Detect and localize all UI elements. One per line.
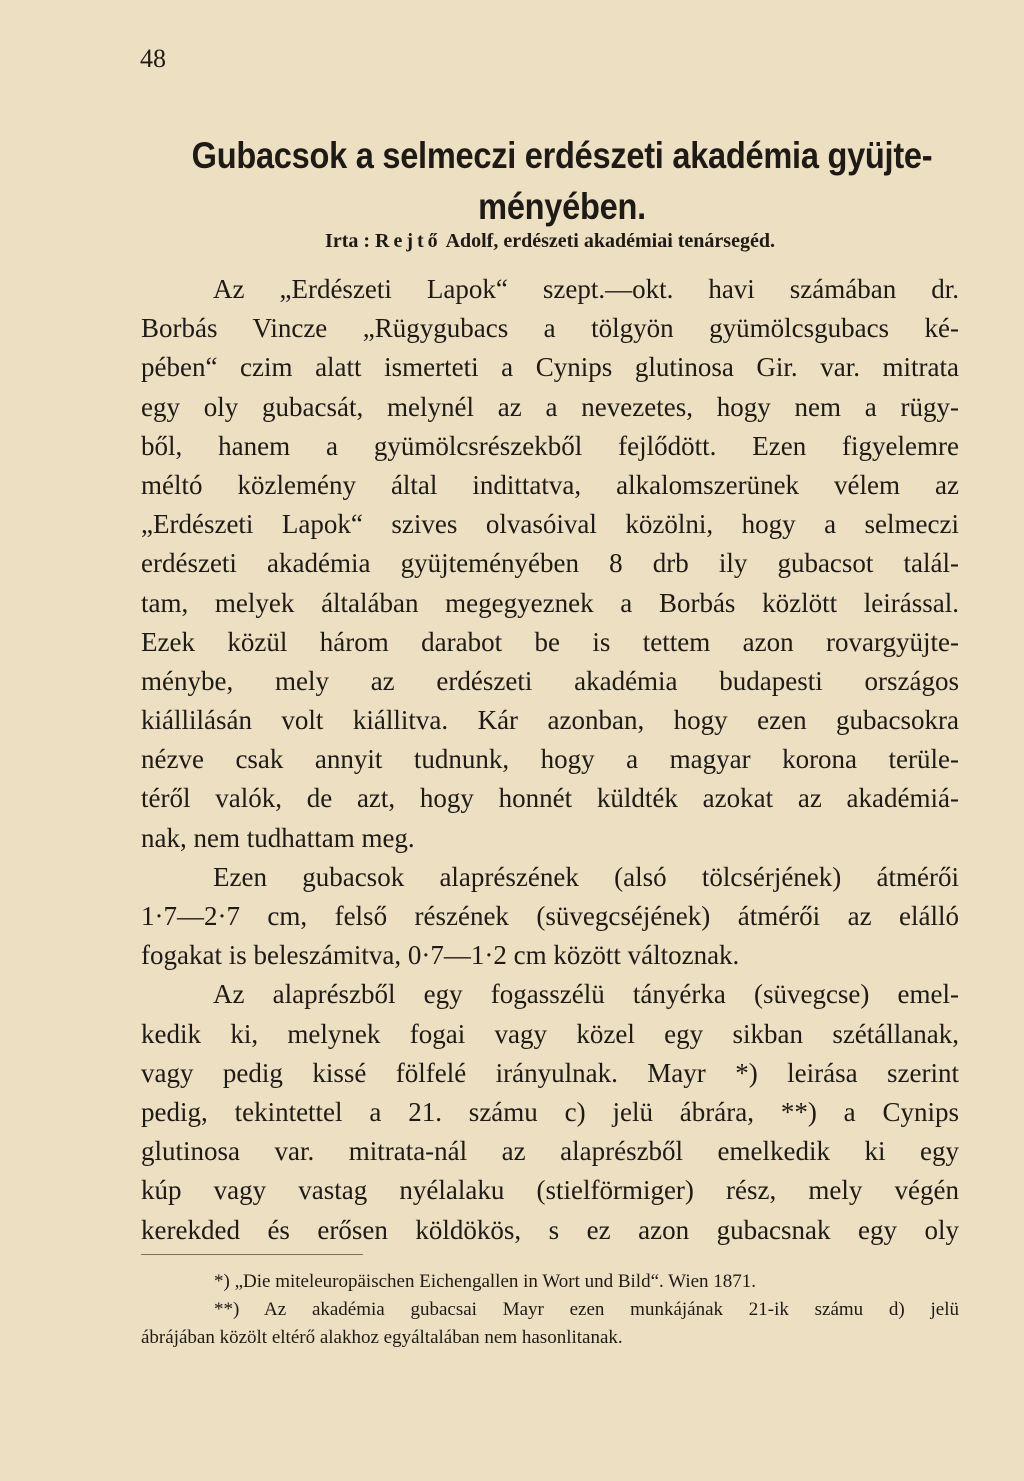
article-body <box>141 270 959 1250</box>
body-line: Ezen gubacsok alaprészének (alsó tölcsérjének) átmérői <box>213 861 959 892</box>
body-line: 1·7—2·7 cm, felső részének (süvegcséjének) átmérői az elálló <box>141 901 959 931</box>
body-line: nézve csak annyit tudnunk, hogy a magyar korona terüle- <box>141 744 959 775</box>
body-line: méltó közlemény által indittatva, alkalomszerünek vélem az <box>141 469 959 500</box>
body-line: erdészeti akadémia gyüjteményében 8 drb ily gubacsot talál- <box>141 548 959 579</box>
footnote: *) „Die miteleuropäischen Eichengallen in Wort und Bild“. Wien 1871. <box>214 1271 757 1292</box>
body-line: ből, hanem a gyümölcsrészekből fejlődött. Ezen figyelemre <box>141 430 959 461</box>
body-line: kedik ki, melynek fogai vagy közel egy sikban szétállanak, <box>141 1018 959 1049</box>
body-line: glutinosa var. mitrata-nál az alaprészből emelkedik ki egy <box>141 1136 959 1167</box>
page-number: 48 <box>140 44 166 73</box>
body-line: Ezek közül három darabot be is tettem azon rovargyüjte- <box>141 626 959 657</box>
body-line: nak, nem tudhattam meg. <box>141 822 415 853</box>
body-line: ménybe, mely az erdészeti akadémia budapesti országos <box>141 665 959 696</box>
footnotes <box>141 1268 959 1352</box>
article-title <box>155 130 968 232</box>
body-line: pében“ czim alatt ismerteti a Cynips glutinosa Gir. var. mitrata <box>141 352 959 383</box>
body-line: kiállilásán volt kiállitva. Kár azonban, hogy ezen gubacsokra <box>141 705 959 736</box>
body-line: Az „Erdészeti Lapok“ szept.—okt. havi számában dr. <box>213 274 959 304</box>
body-line: kúp vagy vastag nyélalaku (stielförmiger) rész, mely végén <box>141 1175 959 1206</box>
footnote-divider <box>141 1254 363 1255</box>
title-line: Gubacsok a selmeczi erdészeti akadémia gyüjte- <box>191 135 933 176</box>
body-line: kerekded és erősen köldökös, s ez azon gubacsnak egy oly <box>141 1214 959 1245</box>
body-line: vagy pedig kissé fölfelé irányulnak. Mayr *) leirása szerint <box>141 1057 959 1088</box>
body-line: „Erdészeti Lapok“ szives olvasóival közölni, hogy a selmeczi <box>141 509 959 540</box>
body-line: egy oly gubacsát, melynél az a nevezetes, hogy nem a rügy- <box>141 391 959 422</box>
byline-author-surname: Rejtő <box>375 230 442 252</box>
body-line: téről valók, de azt, hogy honnét küldték azokat az akadémiá- <box>141 783 959 814</box>
byline-prefix: Irta : <box>325 230 371 252</box>
title-line: ményében. <box>478 186 646 227</box>
byline-rest: Adolf, erdészeti akadémiai tenársegéd. <box>445 230 775 252</box>
byline <box>140 230 960 253</box>
body-line: fogakat is beleszámitva, 0·7—1·2 cm között változnak. <box>141 940 740 971</box>
body-line: pedig, tekintettel a 21. számu c) jelü ábrára, **) a Cynips <box>141 1096 959 1127</box>
body-line: tam, melyek általában megegyeznek a Borbás közlött leirással. <box>141 587 959 618</box>
footnote: ábrájában közölt eltérő alakhoz egyáltalában nem hasonlitanak. <box>141 1327 623 1348</box>
footnote: **) Az akadémia gubacsai Mayr ezen munkájának 21-ik számu d) jelü <box>214 1299 959 1320</box>
body-line: Borbás Vincze „Rügygubacs a tölgyön gyümölcsgubacs ké- <box>141 313 959 344</box>
body-line: Az alaprészből egy fogasszélü tányérka (süvegcse) emel- <box>213 979 959 1010</box>
